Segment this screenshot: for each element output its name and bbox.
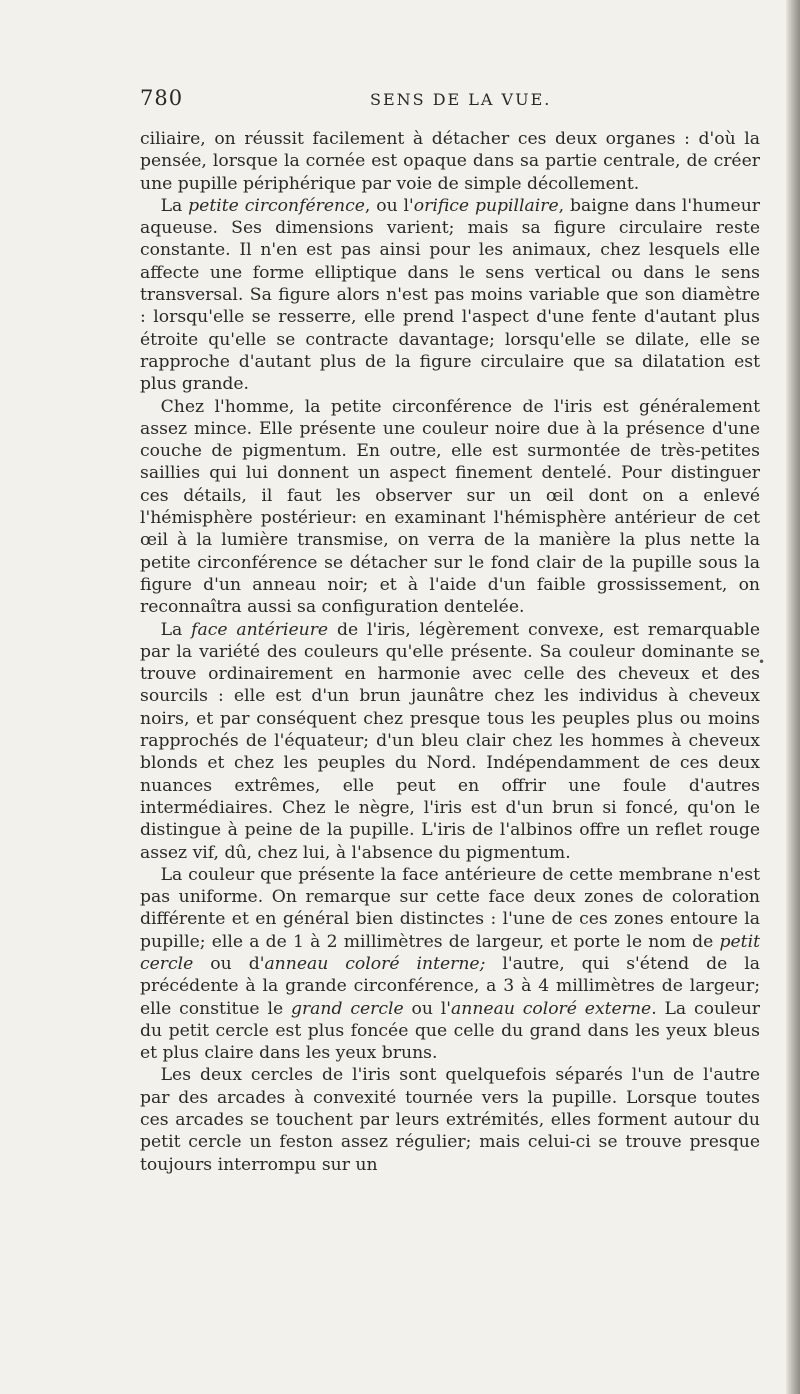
paragraph [140, 619, 760, 864]
italic-term: petit cercle [140, 931, 760, 974]
page-number: 780 [140, 86, 184, 110]
paragraph [140, 128, 760, 195]
body-text [140, 128, 760, 1176]
page-edge-shadow [786, 0, 800, 1394]
italic-term: grand cercle [290, 998, 404, 1019]
text-run: La couleur que présente la face antérieure de cette membrane n'est pas uniforme. On remarque sur cette face deux zones de coloration différente et en général bien distinctes : l'une de ces zones entoure la pupille; elle a de 1 à 2 millimètres de largeur, et porte le nom de [140, 864, 760, 952]
text-run: ou d' [193, 953, 265, 974]
paragraph [140, 1064, 760, 1175]
text-run: , ou l' [364, 195, 414, 216]
text-run: de l'iris, légèrement convexe, est remarquable par la variété des couleurs qu'elle présente. Sa couleur dominante se trouve ordinairement en harmonie avec celle des cheveux et des sourcils : elle est d'un brun jaunâtre chez les individus à cheveux noirs, et par conséquent chez presque tous les peuples plus ou moins rapprochés de l'équateur; d'un bleu clair chez les hommes à cheveux blonds et chez les peuples du Nord. Indépendamment de ces deux nuances extrêmes, elle peut en offrir une foule d'autres intermédiaires. Chez le nègre, l'iris est d'un brun si foncé, qu'on le distingue à peine de la pupille. L'iris de l'albinos offre un reflet rouge assez vif, dû, chez lui, à l'absence du pigmentum. [140, 619, 760, 863]
italic-term: face antérieure [191, 619, 329, 640]
paragraph [140, 195, 760, 396]
text-run: Chez l'homme, la petite circonférence de l'iris est généralement assez mince. Elle présente une couleur noire due à la présence d'une couche de pigmentum. En outre, elle est surmontée de très-petites saillies qui lui donnent un aspect finement dentelé. Pour distinguer ces détails, il faut les observer sur un œil dont on a enlevé l'hémisphère postérieur: en examinant l'hémisphère antérieur de cet œil à la lumière transmise, on verra de la manière la plus nette la petite circonférence se détacher sur le fond clair de la pupille sous la figure d'un anneau noir; et à l'aide d'un faible grossissement, on reconnaîtra aussi sa configuration dentelée. [140, 396, 760, 618]
italic-term: anneau coloré interne; [264, 953, 486, 974]
text-run: ou l' [403, 998, 452, 1019]
text-run: La [160, 195, 189, 216]
page-header [140, 86, 760, 116]
italic-term: orifice pupillaire [413, 195, 559, 216]
stray-mark: • [758, 655, 766, 669]
paragraph [140, 396, 760, 619]
running-title: SENS DE LA VUE. [370, 90, 552, 109]
text-run: l'autre, qui s'étend de la précédente à la grande circonférence, a 3 à 4 millimètres de largeur; elle constitue le [140, 953, 760, 1019]
italic-term: anneau coloré externe [451, 998, 652, 1019]
paragraph [140, 864, 760, 1065]
text-run: , baigne dans l'humeur aqueuse. Ses dimensions varient; mais sa figure circulaire reste constante. Il n'en est pas ainsi pour les animaux, chez lesquels elle affecte une forme elliptique dans le sens vertical ou dans le sens transversal. Sa figure alors n'est pas moins variable que son diamètre : lorsqu'elle se resserre, elle prend l'aspect d'une fente d'autant plus étroite qu'elle se contracte davantage; lorsqu'elle se dilate, elle se rapproche d'autant plus de la figure circulaire que sa dilatation est plus grande. [140, 195, 761, 395]
text-run: Les deux cercles de l'iris sont quelquefois séparés l'un de l'autre par des arcades à convexité tournée vers la pupille. Lorsque toutes ces arcades se touchent par leurs extrémités, elles forment autour du petit cercle un feston assez régulier; mais celui-ci se trouve presque toujours interrompu sur un [140, 1065, 760, 1175]
text-run: ciliaire, on réussit facilement à détacher ces deux organes : d'où la pensée, lorsque la cornée est opaque dans sa partie centrale, de créer une pupille périphérique par voie de simple décollement. [140, 129, 760, 194]
text-run: La [160, 619, 192, 640]
text-run: . La couleur du petit cercle est plus foncée que celle du grand dans les yeux bleus et plus claire dans les yeux bruns. [140, 998, 760, 1064]
italic-term: petite circonférence [188, 195, 365, 216]
